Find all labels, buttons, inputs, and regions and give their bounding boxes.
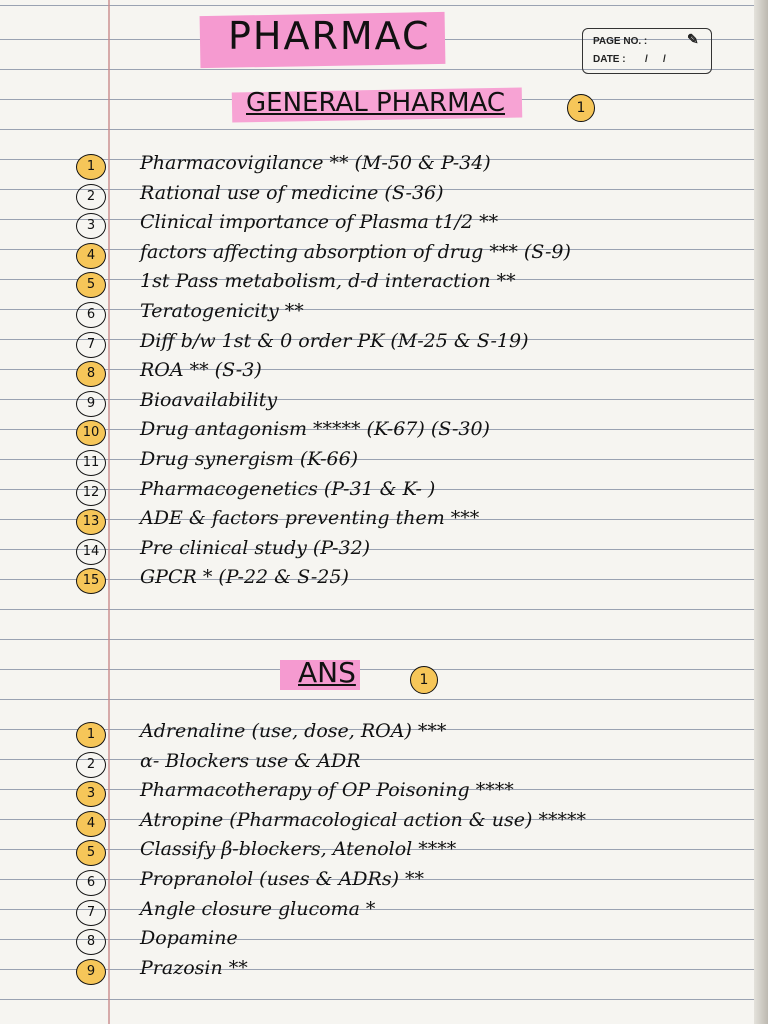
item-number-badge: 12: [76, 480, 106, 506]
list-item: Rational use of medicine (S-36): [140, 181, 444, 204]
list-item: ROA ** (S-3): [140, 359, 262, 382]
item-number-badge: 4: [76, 811, 106, 837]
list-item: α- Blockers use & ADR: [140, 749, 361, 772]
item-number-badge: 13: [76, 509, 106, 535]
item-number-badge: 8: [76, 361, 106, 387]
pencil-icon: ✎: [687, 31, 699, 47]
item-number-badge: 10: [76, 420, 106, 446]
item-number-badge: 1: [76, 722, 106, 748]
list-item: Drug antagonism ***** (K-67) (S-30): [140, 418, 490, 441]
section-heading-general-pharmac: GENERAL PHARMAC: [246, 88, 505, 118]
date-slash: /: [663, 54, 666, 65]
list-item: Propranolol (uses & ADRs) **: [140, 868, 425, 890]
list-item: GPCR * (P-22 & S-25): [140, 566, 349, 589]
list-item: Diff b/w 1st & 0 order PK (M-25 & S-19): [140, 329, 529, 352]
date-label: DATE :: [593, 54, 626, 65]
list-item: Clinical importance of Plasma t1/2 **: [140, 211, 499, 234]
item-number-badge: 5: [76, 272, 106, 298]
item-number-badge: 9: [76, 391, 106, 417]
page-number-box: [582, 28, 712, 74]
item-number-badge: 15: [76, 568, 106, 594]
section-heading-ans: ANS: [298, 656, 356, 689]
list-item: Atropine (Pharmacological action & use) *****: [140, 808, 586, 831]
list-item: Pharmacogenetics (P-31 & K- ): [140, 477, 436, 500]
item-number-badge: 4: [76, 243, 106, 269]
section-number-badge: 1: [567, 94, 595, 122]
list-item: Prazosin **: [140, 956, 248, 979]
item-number-badge: 6: [76, 302, 106, 328]
page-no-label: PAGE NO. :: [593, 36, 648, 47]
page-title: PHARMAC: [228, 14, 431, 58]
list-item: Angle closure glucoma *: [140, 897, 376, 920]
item-number-badge: 1: [76, 154, 106, 180]
list-item: Teratogenicity **: [140, 300, 304, 322]
list-item: 1st Pass metabolism, d-d interaction **: [140, 270, 516, 293]
list-item: Adrenaline (use, dose, ROA) ***: [140, 720, 447, 742]
list-item: ADE & factors preventing them ***: [140, 507, 480, 530]
item-number-badge: 2: [76, 184, 106, 210]
list-item: Classify β-blockers, Atenolol ****: [140, 838, 457, 861]
list-item: Pre clinical study (P-32): [140, 536, 371, 559]
section-number-badge: 1: [410, 666, 438, 694]
item-number-badge: 5: [76, 840, 106, 866]
item-number-badge: 14: [76, 539, 106, 565]
item-number-badge: 3: [76, 213, 106, 239]
item-number-badge: 3: [76, 781, 106, 807]
page-binding: [754, 0, 768, 1024]
list-item: factors affecting absorption of drug *** (S-9): [140, 240, 571, 263]
list-item: Pharmacotherapy of OP Poisoning ****: [140, 779, 514, 802]
item-number-badge: 7: [76, 900, 106, 926]
item-number-badge: 11: [76, 450, 106, 476]
margin-line: [108, 0, 110, 1024]
item-number-badge: 9: [76, 959, 106, 985]
item-number-badge: 2: [76, 752, 106, 778]
list-item: Drug synergism (K-66): [140, 448, 359, 470]
item-number-badge: 7: [76, 332, 106, 358]
date-slash: /: [645, 54, 648, 65]
list-item: Bioavailability: [140, 388, 278, 411]
list-item: Dopamine: [140, 927, 238, 950]
item-number-badge: 8: [76, 929, 106, 955]
item-number-badge: 6: [76, 870, 106, 896]
list-item: Pharmacovigilance ** (M-50 & P-34): [140, 152, 491, 174]
